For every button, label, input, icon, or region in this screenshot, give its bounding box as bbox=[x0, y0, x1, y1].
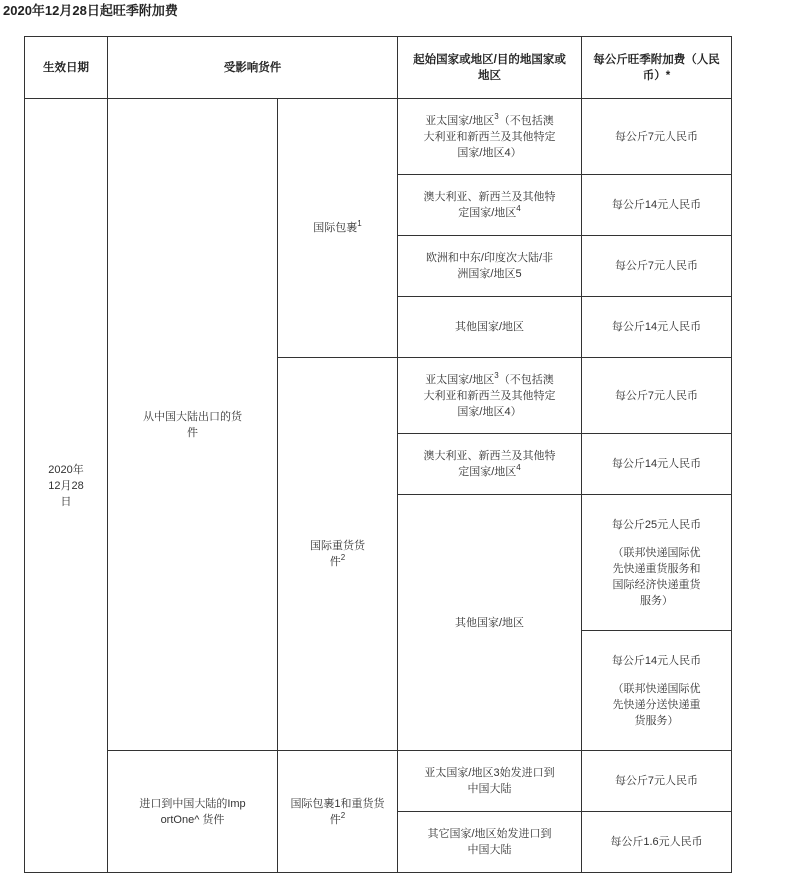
header-surcharge: 每公斤旺季附加费（人民币）* bbox=[582, 37, 732, 99]
header-effective-date: 生效日期 bbox=[25, 37, 108, 99]
dest-cell: 其他国家/地区 bbox=[398, 495, 582, 751]
dest-sup: 3 bbox=[494, 111, 499, 121]
import-service-label: 国际包裹1和重货货件 bbox=[290, 797, 385, 826]
dest-cell: 欧洲和中东/印度次大陆/非洲国家/地区5 bbox=[398, 236, 582, 297]
header-row bbox=[25, 37, 732, 99]
fee-note: （联邦快递国际优先快递分送快递重货服务） bbox=[612, 682, 701, 727]
export-parcel-sup: 1 bbox=[357, 219, 362, 228]
fee-cell bbox=[582, 495, 732, 631]
effective-date-cell: 2020年12月28日 bbox=[25, 99, 108, 873]
header-affected-shipments: 受影响货件 bbox=[108, 37, 398, 99]
fee-cell: 每公斤7元人民币 bbox=[582, 358, 732, 434]
table-row bbox=[25, 99, 732, 175]
page-title: 2020年12月28日起旺季附加费 bbox=[3, 3, 178, 18]
dest-sup: 4 bbox=[516, 204, 521, 213]
dest-tail: （不包括澳大利亚和新西兰及其他特定国家/地区4） bbox=[423, 373, 556, 418]
header-origin-dest: 起始国家或地区/目的地国家或地区 bbox=[398, 37, 582, 99]
table-row bbox=[25, 751, 732, 812]
dest-tail: （不包括澳大利亚和新西兰及其他特定国家/地区4） bbox=[423, 114, 556, 159]
fee-cell: 每公斤7元人民币 bbox=[582, 99, 732, 175]
fee-text: 每公斤25元人民币 bbox=[611, 518, 702, 531]
dest-text: 澳大利亚、新西兰及其他特定国家/地区 bbox=[423, 450, 556, 478]
dest-cell bbox=[398, 434, 582, 495]
dest-cell bbox=[398, 358, 582, 434]
export-parcel-cell bbox=[278, 99, 398, 358]
fee-note: （联邦快递国际优先快递重货服务和国际经济快递重货服务） bbox=[612, 546, 701, 607]
dest-sup: 4 bbox=[516, 463, 521, 472]
fee-cell: 每公斤7元人民币 bbox=[582, 236, 732, 297]
dest-text: 亚太国家/地区 bbox=[425, 373, 495, 386]
export-shipments-cell: 从中国大陆出口的货件 bbox=[108, 99, 278, 751]
fee-cell: 每公斤1.6元人民币 bbox=[582, 812, 732, 873]
fee-cell: 每公斤14元人民币 bbox=[582, 434, 732, 495]
fee-cell: 每公斤14元人民币 bbox=[582, 297, 732, 358]
dest-cell bbox=[398, 175, 582, 236]
export-freight-sup: 2 bbox=[340, 553, 346, 562]
import-service-cell bbox=[278, 751, 398, 873]
fee-cell: 每公斤14元人民币 bbox=[582, 175, 732, 236]
export-freight-cell bbox=[278, 358, 398, 751]
surcharge-table bbox=[24, 36, 732, 873]
dest-cell bbox=[398, 99, 582, 175]
dest-cell: 其他国家/地区 bbox=[398, 297, 582, 358]
dest-cell: 亚太国家/地区3始发进口到中国大陆 bbox=[398, 751, 582, 812]
import-shipments-cell: 进口到中国大陆的ImportOne^ 货件 bbox=[108, 751, 278, 873]
fee-cell bbox=[582, 631, 732, 751]
fee-text: 每公斤14元人民币 bbox=[611, 654, 702, 667]
dest-cell: 其它国家/地区始发进口到中国大陆 bbox=[398, 812, 582, 873]
fee-cell: 每公斤7元人民币 bbox=[582, 751, 732, 812]
dest-sup: 3 bbox=[494, 370, 499, 380]
export-parcel-label: 国际包裹 bbox=[313, 222, 358, 234]
export-freight-label: 国际重货货件 bbox=[310, 540, 365, 568]
dest-text: 亚太国家/地区 bbox=[425, 114, 495, 127]
import-service-sup: 2 bbox=[340, 810, 346, 820]
dest-text: 澳大利亚、新西兰及其他特定国家/地区 bbox=[423, 191, 556, 219]
